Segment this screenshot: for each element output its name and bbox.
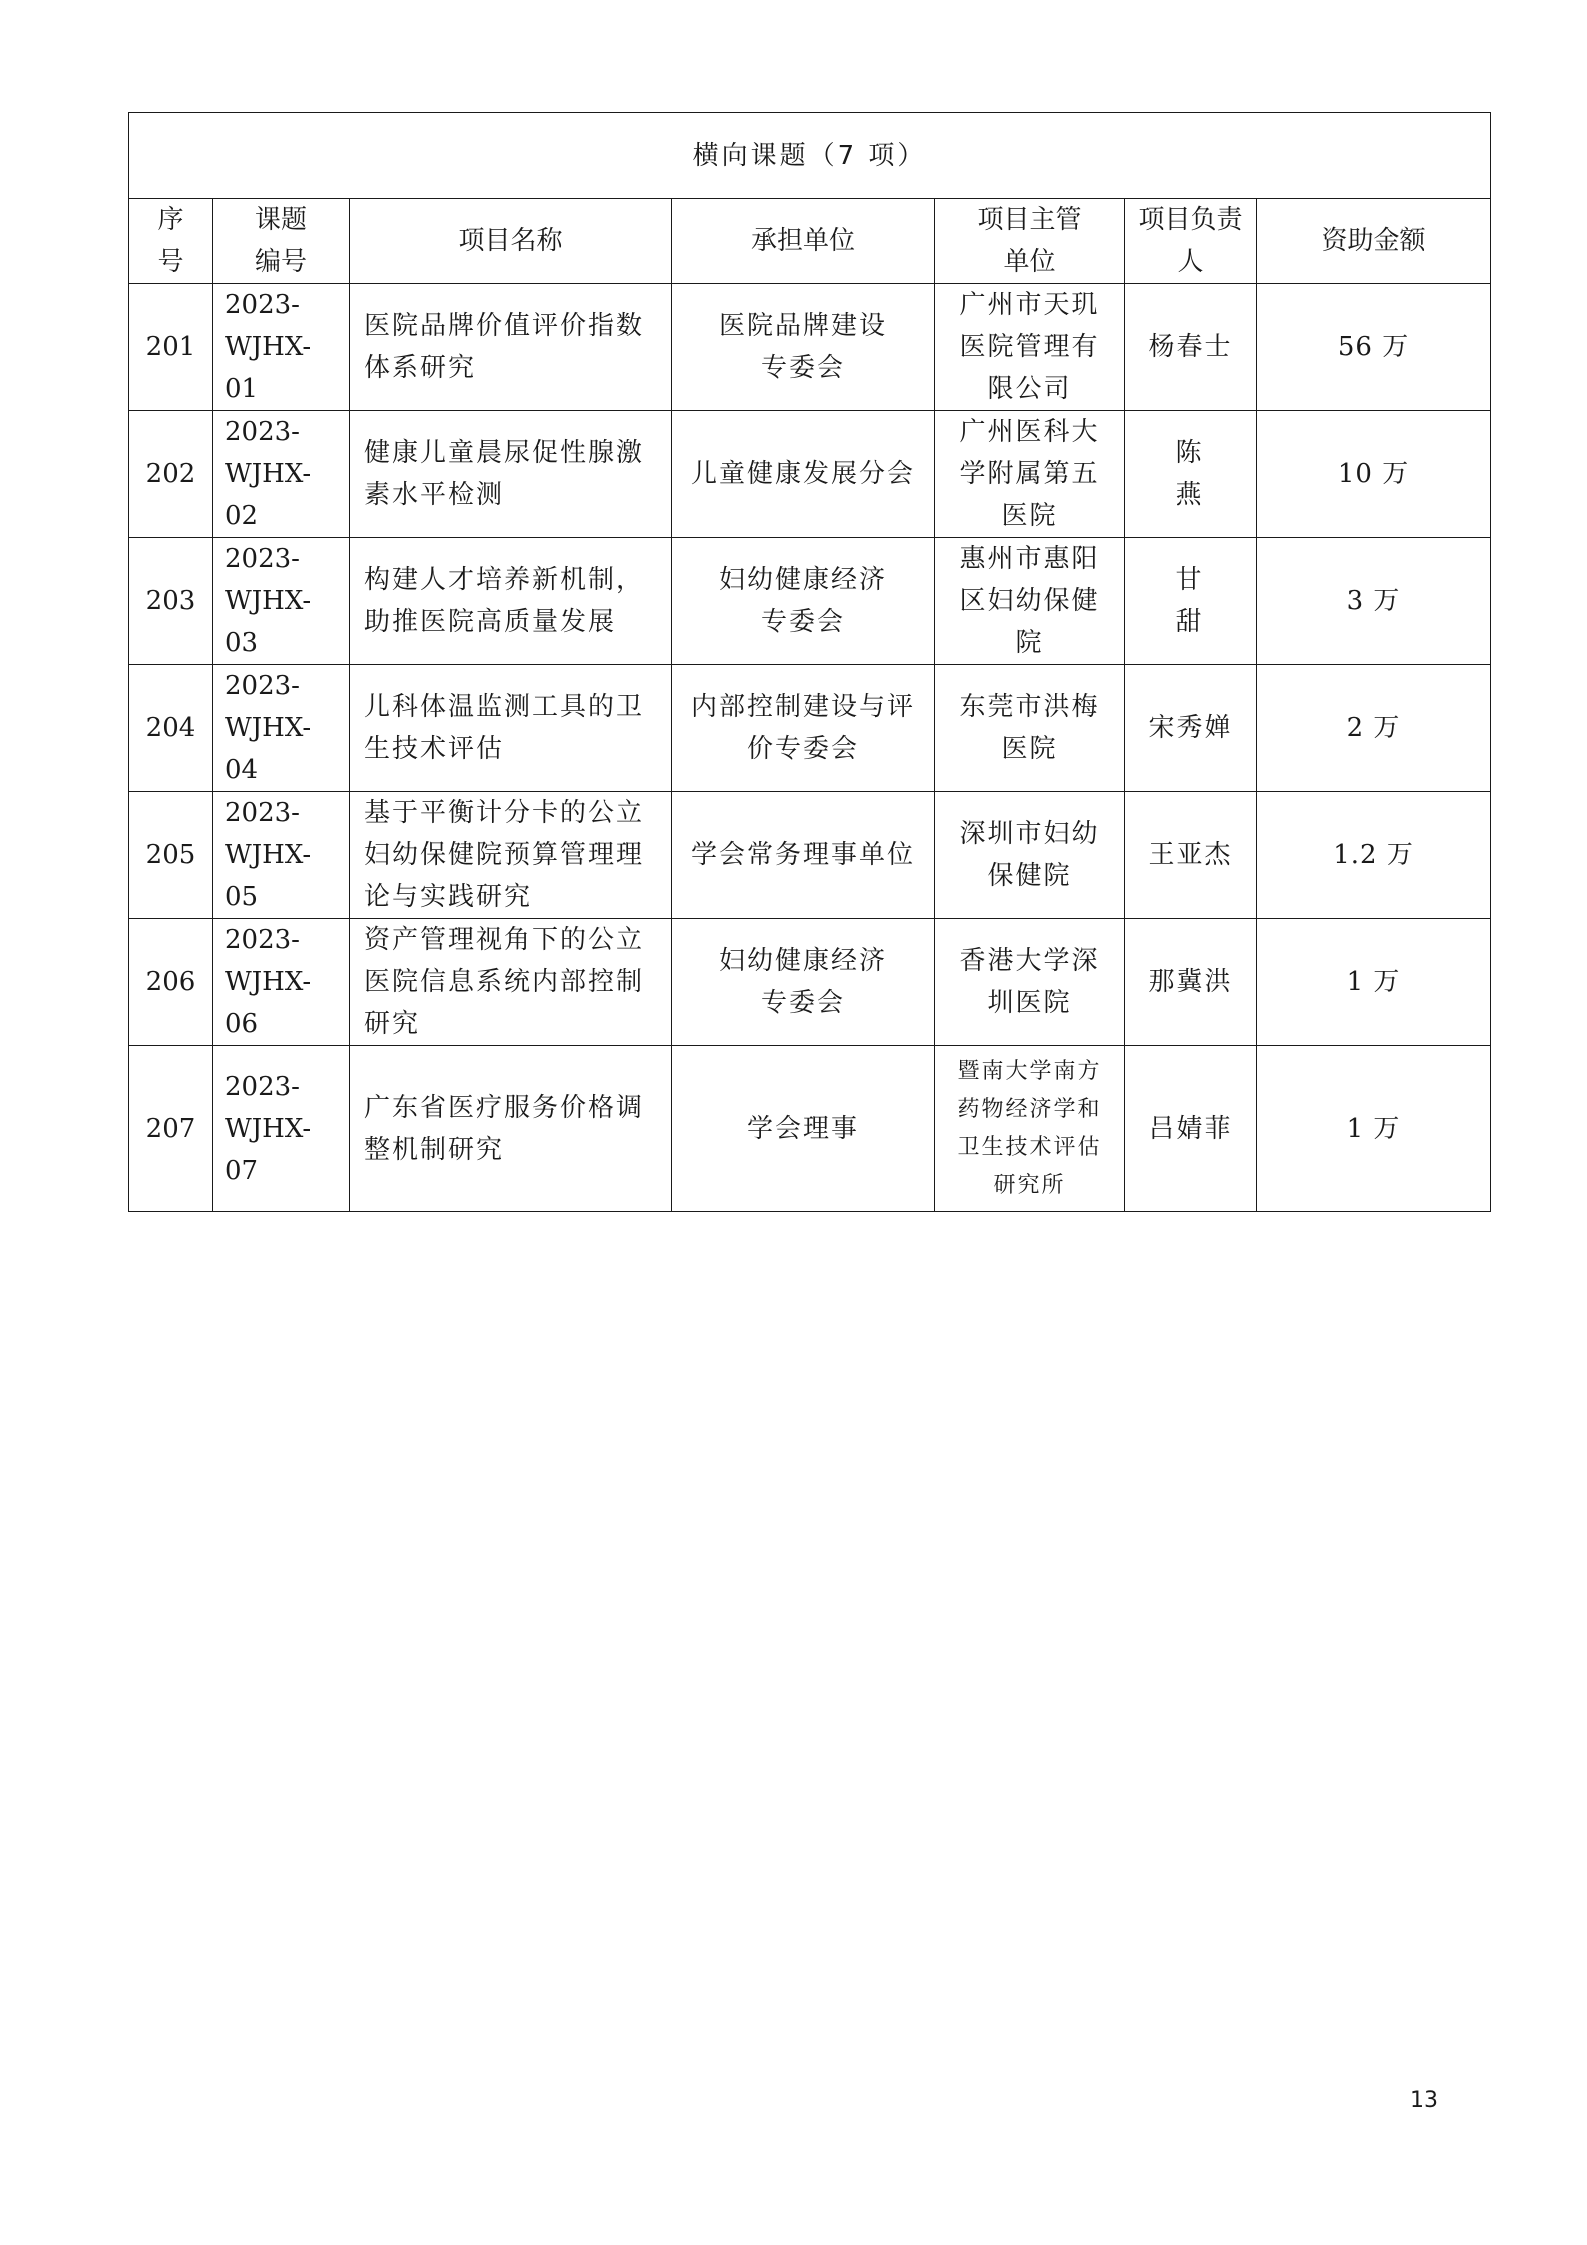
cell-org: 暨南大学南方药物经济学和卫生技术评估研究所: [935, 1046, 1125, 1212]
cell-project-name: 资产管理视角下的公立医院信息系统内部控制研究: [350, 919, 672, 1046]
cell-seq: 205: [129, 792, 213, 919]
cell-seq: 201: [129, 284, 213, 411]
cell-org: 广州市天玑医院管理有限公司: [935, 284, 1125, 411]
cell-seq: 202: [129, 411, 213, 538]
cell-code: 2023- WJHX-03: [213, 538, 350, 665]
cell-seq: 203: [129, 538, 213, 665]
cell-org: 广州医科大学附属第五医院: [935, 411, 1125, 538]
cell-person: 宋秀婵: [1125, 665, 1257, 792]
header-person: 项目负责人: [1125, 199, 1257, 284]
cell-unit: 妇幼健康经济专委会: [672, 919, 935, 1046]
cell-person: 王亚杰: [1125, 792, 1257, 919]
header-unit: 承担单位: [672, 199, 935, 284]
cell-amount: 2 万: [1257, 665, 1491, 792]
header-org: 项目主管单位: [935, 199, 1125, 284]
cell-unit: 学会理事: [672, 1046, 935, 1212]
cell-code: 2023- WJHX-06: [213, 919, 350, 1046]
cell-unit: 学会常务理事单位: [672, 792, 935, 919]
cell-project-name: 医院品牌价值评价指数体系研究: [350, 284, 672, 411]
cell-code: 2023- WJHX-02: [213, 411, 350, 538]
header-amount: 资助金额: [1257, 199, 1491, 284]
table-row: [129, 538, 1491, 665]
table-row: [129, 792, 1491, 919]
cell-person: 甘 甜: [1125, 538, 1257, 665]
horizontal-projects-table: [128, 112, 1491, 1212]
table-row: [129, 284, 1491, 411]
table-row: [129, 665, 1491, 792]
header-code: 课题编号: [213, 199, 350, 284]
page-number: 13: [1410, 2088, 1438, 2113]
cell-org: 惠州市惠阳区妇幼保健院: [935, 538, 1125, 665]
cell-project-name: 健康儿童晨尿促性腺激素水平检测: [350, 411, 672, 538]
cell-unit: 妇幼健康经济专委会: [672, 538, 935, 665]
cell-project-name: 儿科体温监测工具的卫生技术评估: [350, 665, 672, 792]
cell-org: 香港大学深圳医院: [935, 919, 1125, 1046]
cell-amount: 1.2 万: [1257, 792, 1491, 919]
cell-person: 陈 燕: [1125, 411, 1257, 538]
cell-person: 那冀洪: [1125, 919, 1257, 1046]
cell-code: 2023- WJHX-01: [213, 284, 350, 411]
header-seq: 序号: [129, 199, 213, 284]
cell-amount: 10 万: [1257, 411, 1491, 538]
cell-unit: 内部控制建设与评价专委会: [672, 665, 935, 792]
table-row: [129, 919, 1491, 1046]
cell-amount: 56 万: [1257, 284, 1491, 411]
table-row: [129, 411, 1491, 538]
cell-code: 2023- WJHX-04: [213, 665, 350, 792]
table-title: 横向课题（7 项）: [129, 113, 1491, 199]
cell-project-name: 基于平衡计分卡的公立妇幼保健院预算管理理论与实践研究: [350, 792, 672, 919]
cell-org: 深圳市妇幼保健院: [935, 792, 1125, 919]
cell-amount: 1 万: [1257, 1046, 1491, 1212]
cell-amount: 3 万: [1257, 538, 1491, 665]
cell-project-name: 广东省医疗服务价格调整机制研究: [350, 1046, 672, 1212]
table-header-row: [129, 199, 1491, 284]
cell-amount: 1 万: [1257, 919, 1491, 1046]
cell-unit: 儿童健康发展分会: [672, 411, 935, 538]
cell-code: 2023- WJHX-07: [213, 1046, 350, 1212]
cell-seq: 206: [129, 919, 213, 1046]
cell-org: 东莞市洪梅医院: [935, 665, 1125, 792]
cell-project-name: 构建人才培养新机制，助推医院高质量发展: [350, 538, 672, 665]
header-name: 项目名称: [350, 199, 672, 284]
table-row: [129, 1046, 1491, 1212]
cell-person: 吕婧菲: [1125, 1046, 1257, 1212]
cell-seq: 207: [129, 1046, 213, 1212]
cell-unit: 医院品牌建设专委会: [672, 284, 935, 411]
cell-person: 杨春士: [1125, 284, 1257, 411]
cell-seq: 204: [129, 665, 213, 792]
cell-code: 2023- WJHX-05: [213, 792, 350, 919]
